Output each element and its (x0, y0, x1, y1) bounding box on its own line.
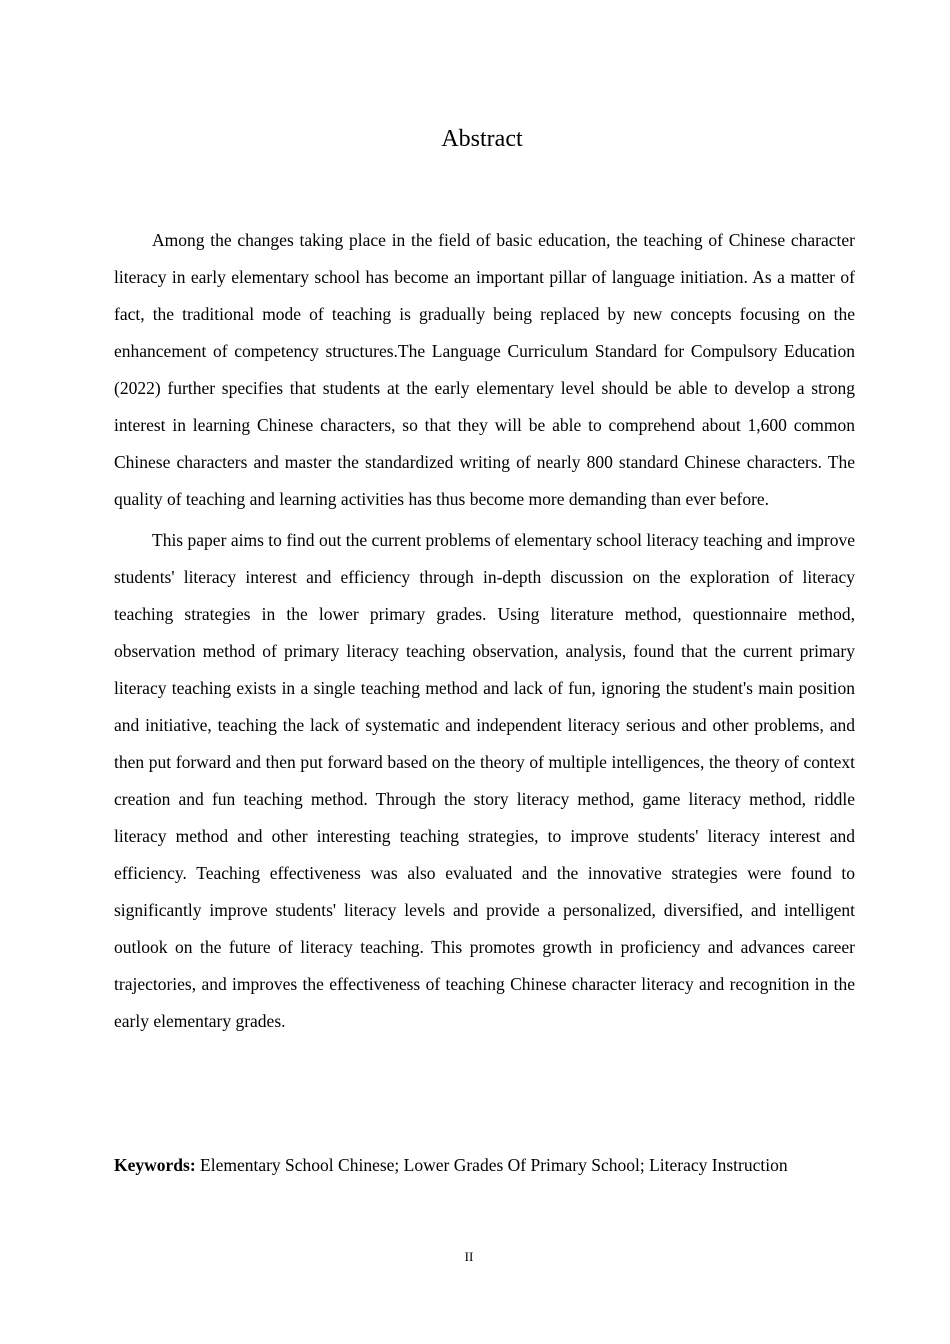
keywords-line (114, 1150, 855, 1180)
abstract-body (114, 222, 855, 1040)
keywords-value: Elementary School Chinese; Lower Grades Of Primary School; Literacy Instruction (200, 1155, 788, 1175)
keywords-label: Keywords: (114, 1155, 196, 1175)
abstract-paragraph-2: This paper aims to find out the current problems of elementary school literacy teaching and improve students' literacy interest and efficiency through in-depth discussion on the exploration of literacy teaching strategies in the lower primary grades. Using literature method, questionnaire method, observation method of primary literacy teaching observation, analysis, found that the current primary literacy teaching exists in a single teaching method and lack of fun, ignoring the student's main position and initiative, teaching the lack of systematic and independent literacy serious and other problems, and then put forward and then put forward based on the theory of multiple intelligences, the theory of context creation and fun teaching method. Through the story literacy method, game literacy method, riddle literacy method and other interesting teaching strategies, to improve students' literacy interest and efficiency. Teaching effectiveness was also evaluated and the innovative strategies were found to significantly improve students' literacy levels and provide a personalized, diversified, and intelligent outlook on the future of literacy teaching. This promotes growth in proficiency and advances career trajectories, and improves the effectiveness of teaching Chinese character literacy and recognition in the early elementary grades. (114, 530, 855, 1031)
page-number: II (464, 1249, 474, 1264)
page-title: Abstract (441, 126, 523, 152)
abstract-paragraph-1: Among the changes taking place in the field of basic education, the teaching of Chinese character literacy in early elementary school has become an important pillar of language initiation. As a matter of fact, the traditional mode of teaching is gradually being replaced by new concepts focusing on the enhancement of competency structures.The Language Curriculum Standard for Compulsory Education (2022) further specifies that students at the early elementary level should be able to develop a strong interest in learning Chinese characters, so that they will be able to comprehend about 1,600 common Chinese characters and master the standardized writing of nearly 800 standard Chinese characters. The quality of teaching and learning activities has thus become more demanding than ever before. (114, 230, 855, 509)
